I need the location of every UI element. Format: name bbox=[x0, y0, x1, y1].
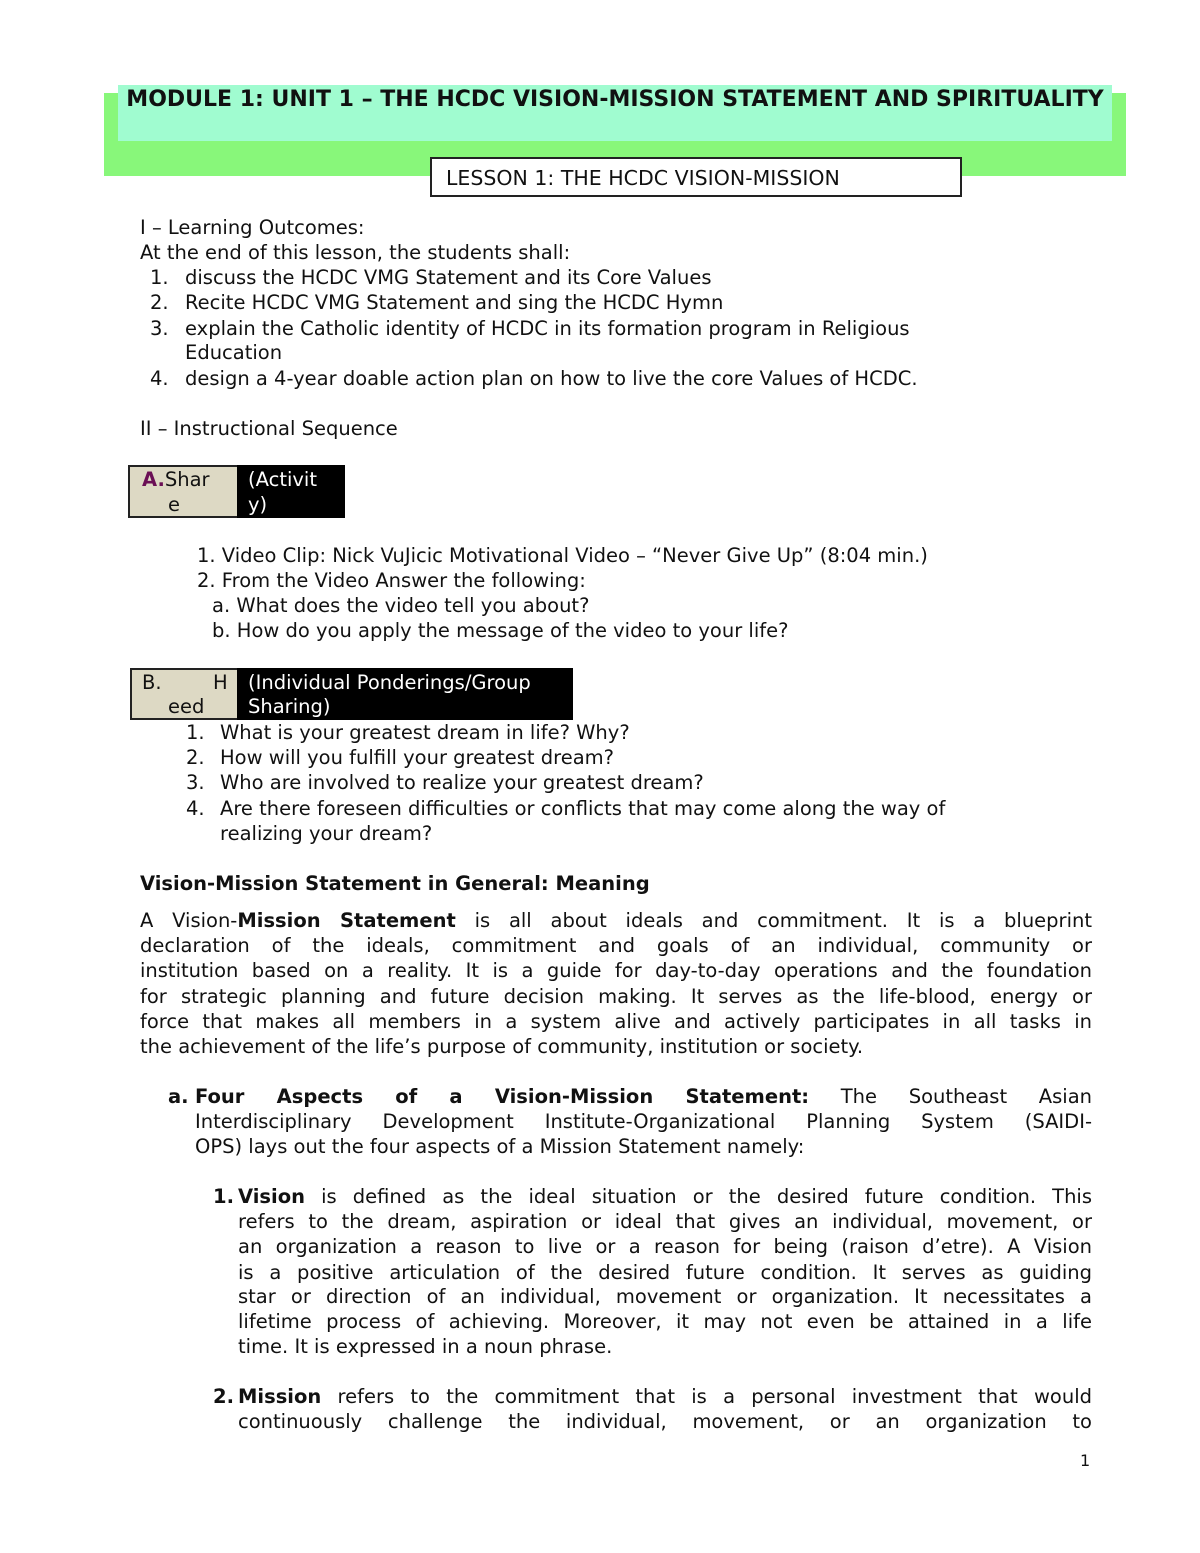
mission-bold: Mission bbox=[238, 1385, 322, 1408]
outcome-number: 2. bbox=[150, 291, 169, 314]
question-text: Who are involved to realize your greatest dream? bbox=[220, 771, 704, 794]
module-title: MODULE 1: UNIT 1 – THE HCDC VISION-MISSION STATEMENT AND SPIRITUALITY bbox=[126, 87, 1104, 112]
outcome-number: 4. bbox=[150, 367, 169, 390]
instructional-heading: II – Instructional Sequence bbox=[140, 417, 398, 440]
vision-bold: Vision bbox=[238, 1185, 306, 1208]
aspects-letter: a. bbox=[168, 1085, 189, 1108]
aspects-rest: The Southeast Asian bbox=[809, 1085, 1092, 1108]
vm-general-heading: Vision-Mission Statement in General: Meaning bbox=[140, 872, 650, 895]
outcome-text-cont: Education bbox=[185, 341, 283, 364]
aspects-bold: Four Aspects of a Vision-Mission Statement: bbox=[195, 1085, 810, 1108]
page-number: 1 bbox=[1080, 1451, 1091, 1470]
vision-number: 1. bbox=[213, 1185, 234, 1208]
question-text-cont: realizing your dream? bbox=[220, 822, 433, 845]
heed-label-1: H bbox=[213, 671, 228, 694]
pondering-label-2: Sharing) bbox=[248, 695, 331, 718]
question-number: 3. bbox=[186, 771, 205, 794]
vm-paragraph-line: institution based on a reality. It is a guide for day-to-day operations and the foundation bbox=[140, 959, 1092, 982]
activity-label-2: y) bbox=[248, 493, 268, 516]
vision-line: lifetime process of achieving. Moreover, it may not even be attained in a life bbox=[238, 1310, 1092, 1333]
mission-line: continuously challenge the individual, movement, or an organization to bbox=[238, 1410, 1092, 1433]
outcome-number: 1. bbox=[150, 266, 169, 289]
learning-outcomes-heading: I – Learning Outcomes: bbox=[140, 216, 365, 239]
aspects-line-last: OPS) lays out the four aspects of a Mission Statement namely: bbox=[195, 1135, 805, 1158]
vm-paragraph-line: for strategic planning and future decision making. It serves as the life-blood, energy or bbox=[140, 985, 1092, 1008]
vision-line: an organization a reason to live or a reason for being (raison d’etre). A Vision bbox=[238, 1235, 1092, 1258]
share-label-2: e bbox=[168, 493, 180, 516]
question-text: What is your greatest dream in life? Why? bbox=[220, 721, 630, 744]
question-text: Are there foreseen difficulties or conflicts that may come along the way of bbox=[220, 797, 946, 820]
vm-p-bold: Mission Statement bbox=[237, 909, 456, 932]
vm-p-rest: is all about ideals and commitment. It is a blueprint bbox=[455, 909, 1092, 932]
mission-rest: refers to the commitment that is a personal investment that would bbox=[321, 1385, 1092, 1408]
outcome-text: design a 4-year doable action plan on how to live the core Values of HCDC. bbox=[185, 367, 918, 390]
vm-paragraph-line: force that makes all members in a system alive and actively participates in all tasks in bbox=[140, 1010, 1092, 1033]
aspects-line bbox=[195, 1084, 1092, 1109]
vision-line bbox=[238, 1184, 1092, 1209]
vision-line: star or direction of an individual, movement or organization. It necessitates a bbox=[238, 1285, 1092, 1308]
pondering-label-1: (Individual Ponderings/Group bbox=[248, 671, 531, 694]
vm-paragraph-line: declaration of the ideals, commitment and goals of an individual, community or bbox=[140, 934, 1092, 957]
question-text: How will you fulfill your greatest dream? bbox=[220, 746, 614, 769]
section-a-subitem: b. How do you apply the message of the video to your life? bbox=[212, 619, 789, 642]
question-number: 4. bbox=[186, 797, 205, 820]
heed-label-2: eed bbox=[168, 695, 205, 718]
section-a-item: 2. From the Video Answer the following: bbox=[197, 569, 586, 592]
vm-p-start: A Vision- bbox=[140, 909, 238, 932]
lesson-title: LESSON 1: THE HCDC VISION-MISSION bbox=[430, 157, 962, 197]
activity-label-1: (Activit bbox=[248, 468, 317, 491]
share-label-1: Shar bbox=[164, 468, 210, 491]
question-number: 1. bbox=[186, 721, 205, 744]
mission-number: 2. bbox=[213, 1385, 234, 1408]
vm-paragraph-line bbox=[140, 908, 1092, 933]
outcome-number: 3. bbox=[150, 317, 169, 340]
question-number: 2. bbox=[186, 746, 205, 769]
share-label bbox=[142, 467, 210, 492]
vision-line: is a positive articulation of the desired future condition. It serves as guiding bbox=[238, 1261, 1092, 1284]
mission-line bbox=[238, 1384, 1092, 1409]
section-a-subitem: a. What does the video tell you about? bbox=[212, 594, 590, 617]
vision-line: refers to the dream, aspiration or ideal that gives an individual, movement, or bbox=[238, 1210, 1092, 1233]
vm-paragraph-last: the achievement of the life’s purpose of community, institution or society. bbox=[140, 1035, 864, 1058]
vision-line-last: time. It is expressed in a noun phrase. bbox=[238, 1335, 613, 1358]
section-b-letter: B. bbox=[142, 671, 162, 694]
vision-rest: is defined as the ideal situation or the desired future condition. This bbox=[305, 1185, 1092, 1208]
section-a-letter: A. bbox=[142, 468, 165, 491]
outcome-text: discuss the HCDC VMG Statement and its Core Values bbox=[185, 266, 712, 289]
aspects-line: Interdisciplinary Development Institute-Organizational Planning System (SAIDI- bbox=[195, 1110, 1092, 1133]
outcome-text: Recite HCDC VMG Statement and sing the HCDC Hymn bbox=[185, 291, 724, 314]
outcome-text: explain the Catholic identity of HCDC in its formation program in Religious bbox=[185, 317, 910, 340]
learning-outcomes-intro: At the end of this lesson, the students shall: bbox=[140, 241, 571, 264]
section-a-item: 1. Video Clip: Nick VuJicic Motivational Video – “Never Give Up” (8:04 min.) bbox=[197, 544, 928, 567]
